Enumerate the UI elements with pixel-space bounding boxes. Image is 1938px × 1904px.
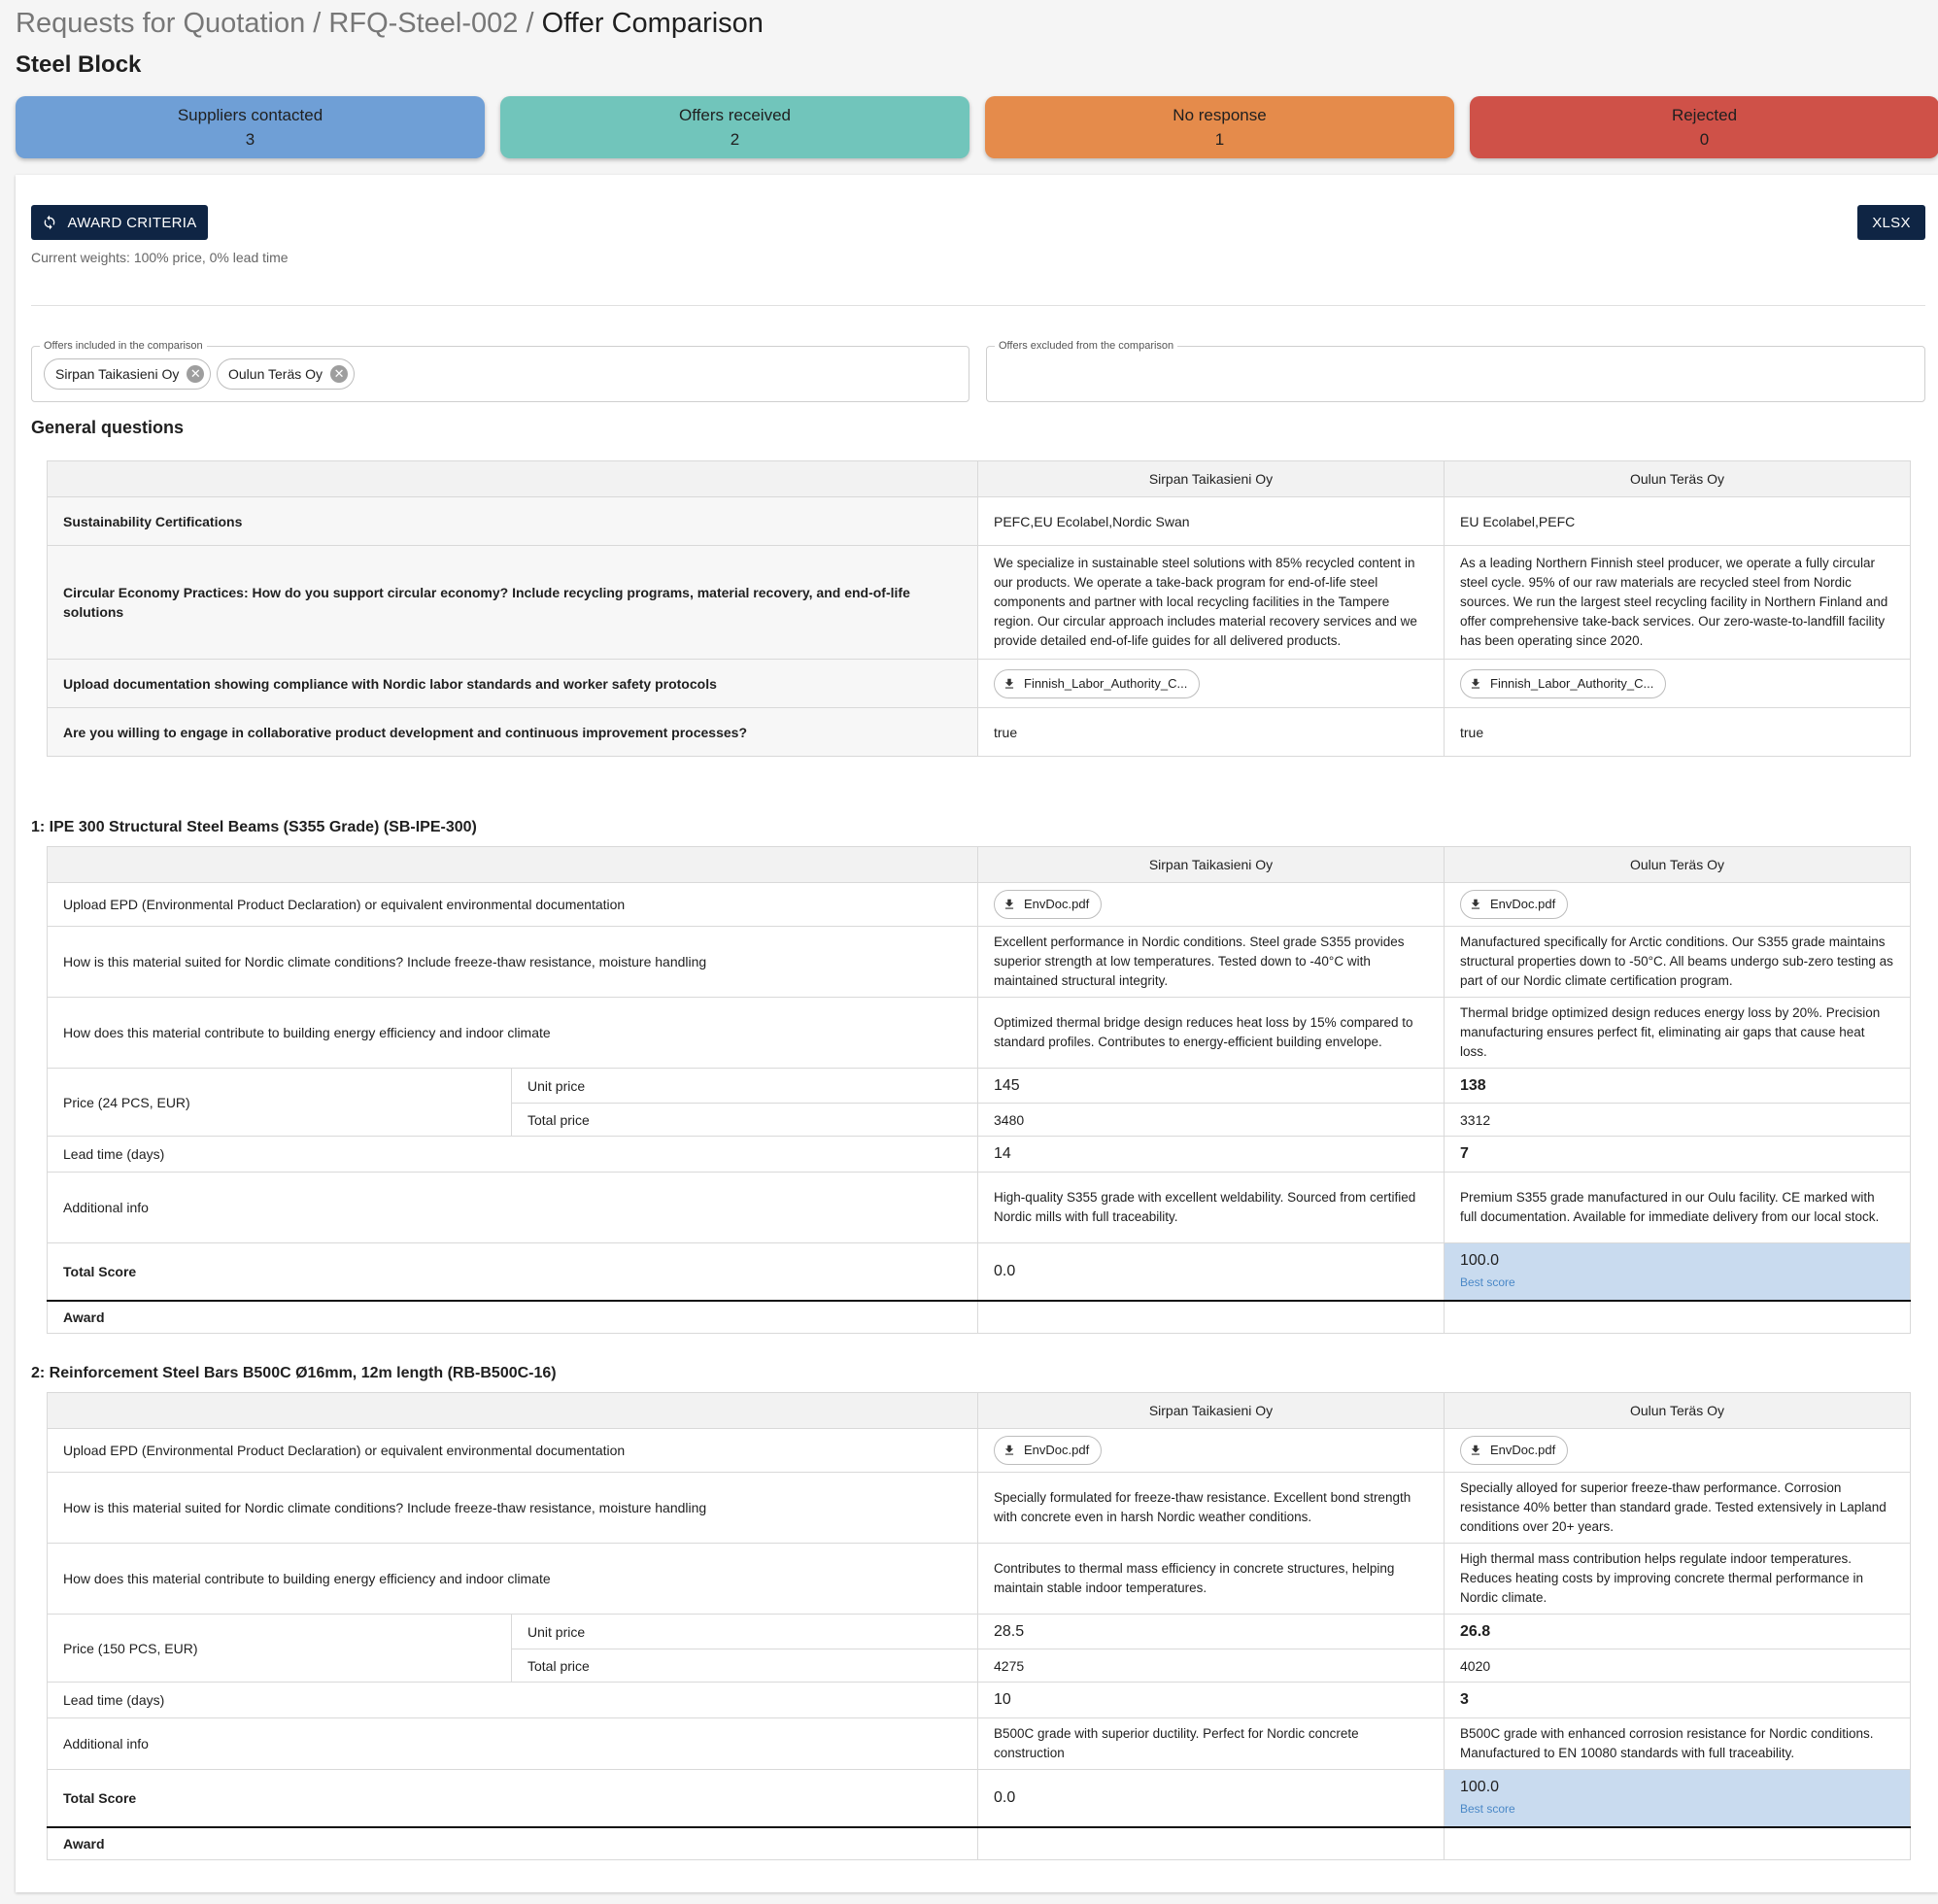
header-supplier: Oulun Teräs Oy: [1445, 847, 1911, 883]
total-score-label: Total Score: [48, 1243, 978, 1301]
answer-cell: EU Ecolabel,PEFC: [1445, 497, 1911, 546]
table-header-row: [48, 461, 1911, 497]
stat-label: No response: [1173, 106, 1267, 124]
total-price-cell: 4020: [1445, 1649, 1911, 1683]
table-row: [48, 546, 1911, 660]
additional-info-label: Additional info: [48, 1718, 978, 1770]
item-comparison-table: [47, 1392, 1911, 1860]
export-xlsx-button[interactable]: XLSX: [1857, 205, 1925, 240]
stat-card-suppliers-contacted: [16, 96, 485, 158]
breadcrumb-link-rfq[interactable]: RFQ-Steel-002: [328, 8, 519, 39]
best-score-label: Best score: [1460, 1801, 1515, 1816]
item-comparison-table: [47, 846, 1911, 1334]
total-price-label: Total price: [512, 1649, 978, 1683]
question-cell: How does this material contribute to building energy efficiency and indoor climate: [48, 998, 978, 1069]
table-row: [48, 1173, 1911, 1243]
offer-chip[interactable]: [217, 358, 355, 390]
header-supplier: Sirpan Taikasieni Oy: [978, 847, 1445, 883]
stat-value: 3: [245, 130, 255, 149]
download-icon: [1469, 677, 1482, 691]
total-price-cell: 3480: [978, 1104, 1445, 1137]
refresh-icon: [42, 215, 57, 230]
best-score-label: Best score: [1460, 1275, 1515, 1289]
file-download-chip[interactable]: [1460, 669, 1666, 698]
award-label: Award: [48, 1827, 978, 1860]
offer-chip[interactable]: [44, 358, 211, 390]
file-name: Finnish_Labor_Authority_C...: [1490, 675, 1654, 691]
award-cell[interactable]: [1445, 1827, 1911, 1860]
answer-cell: [978, 1429, 1445, 1473]
file-name: EnvDoc.pdf: [1490, 897, 1556, 911]
header-empty: [48, 847, 978, 883]
question-cell: How is this material suited for Nordic climate conditions? Include freeze-thaw resistance, moisture handling: [48, 1473, 978, 1544]
lead-time-cell: 10: [978, 1683, 1445, 1718]
download-icon: [1469, 898, 1482, 911]
file-download-chip[interactable]: [994, 1436, 1102, 1465]
excluded-offers-field[interactable]: [986, 340, 1925, 402]
total-price-cell: 3312: [1445, 1104, 1911, 1137]
question-cell: Upload EPD (Environmental Product Declaration) or equivalent environmental documentation: [48, 883, 978, 927]
remove-chip-icon[interactable]: ✕: [330, 365, 348, 383]
lead-time-cell-best: 3: [1445, 1683, 1911, 1718]
page-title: Steel Block: [16, 51, 142, 78]
answer-cell: [1445, 883, 1911, 927]
breadcrumb-separator: /: [305, 8, 329, 39]
included-offers-field[interactable]: [31, 340, 969, 402]
lead-time-label: Lead time (days): [48, 1683, 978, 1718]
table-row: [48, 1429, 1911, 1473]
file-download-chip[interactable]: [994, 890, 1102, 919]
table-row: [48, 1137, 1911, 1173]
table-row: [48, 708, 1911, 757]
stat-value: 2: [730, 130, 740, 149]
table-row: [48, 1243, 1911, 1301]
table-row: [48, 497, 1911, 546]
award-row: [48, 1827, 1911, 1860]
award-row: [48, 1301, 1911, 1334]
score-value: 100.0: [1460, 1778, 1500, 1795]
answer-cell: [978, 660, 1445, 708]
header-supplier: Sirpan Taikasieni Oy: [978, 461, 1445, 497]
question-cell: How is this material suited for Nordic climate conditions? Include freeze-thaw resistance, moisture handling: [48, 927, 978, 998]
unit-price-cell: 145: [978, 1069, 1445, 1104]
answer-cell: [978, 883, 1445, 927]
general-questions-table: [47, 460, 1911, 757]
comparison-panel: [16, 175, 1938, 1892]
additional-info-cell: B500C grade with superior ductility. Perfect for Nordic concrete construction: [978, 1718, 1445, 1770]
stat-card-rejected: [1470, 96, 1938, 158]
stat-card-offers-received: [500, 96, 969, 158]
file-name: EnvDoc.pdf: [1024, 897, 1090, 911]
price-label-cell: Price (24 PCS, EUR): [48, 1069, 512, 1137]
answer-cell: We specialize in sustainable steel solutions with 85% recycled content in our products. We operate a take-back program for end-of-life steel components and partner with local recycling facilities in the Tampere region. Our circular approach includes material recovery services and we provide detailed end-of-life guides for all delivered products.: [978, 546, 1445, 660]
table-header-row: [48, 1393, 1911, 1429]
additional-info-cell: Premium S355 grade manufactured in our Oulu facility. CE marked with full documentation. Available for immediate delivery from our local stock.: [1445, 1173, 1911, 1243]
divider: [31, 305, 1925, 306]
table-row: [48, 1069, 1911, 1104]
total-price-label: Total price: [512, 1104, 978, 1137]
award-cell[interactable]: [978, 1301, 1445, 1334]
header-supplier: Oulun Teräs Oy: [1445, 461, 1911, 497]
lead-time-cell-best: 7: [1445, 1137, 1911, 1173]
answer-cell: [1445, 1429, 1911, 1473]
question-cell: Upload EPD (Environmental Product Declaration) or equivalent environmental documentation: [48, 1429, 978, 1473]
award-cell[interactable]: [1445, 1301, 1911, 1334]
score-value: 100.0: [1460, 1251, 1500, 1269]
unit-price-cell-best: 26.8: [1445, 1615, 1911, 1649]
answer-cell: Specially alloyed for superior freeze-thaw performance. Corrosion resistance 40% better than standard grade. Tested extensively in Lapland conditions over 20+ years.: [1445, 1473, 1911, 1544]
total-score-label: Total Score: [48, 1770, 978, 1827]
answer-cell: true: [1445, 708, 1911, 757]
answer-cell: Excellent performance in Nordic conditions. Steel grade S355 provides superior strength at low temperatures. Tested down to -40°C with maintained structural integrity.: [978, 927, 1445, 998]
file-download-chip[interactable]: [1460, 1436, 1568, 1465]
lead-time-cell: 14: [978, 1137, 1445, 1173]
file-download-chip[interactable]: [994, 669, 1200, 698]
download-icon: [1003, 1444, 1016, 1457]
answer-cell: Specially formulated for freeze-thaw resistance. Excellent bond strength with concrete even in harsh Nordic weather conditions.: [978, 1473, 1445, 1544]
total-score-cell: 0.0: [978, 1770, 1445, 1827]
answer-cell: High thermal mass contribution helps regulate indoor temperatures. Reduces heating costs by improving concrete thermal performance in Nordic climate.: [1445, 1544, 1911, 1615]
additional-info-cell: High-quality S355 grade with excellent weldability. Sourced from certified Nordic mills with full traceability.: [978, 1173, 1445, 1243]
download-icon: [1003, 677, 1016, 691]
header-supplier: Sirpan Taikasieni Oy: [978, 1393, 1445, 1429]
download-icon: [1469, 1444, 1482, 1457]
question-cell: Upload documentation showing compliance with Nordic labor standards and worker safety protocols: [48, 660, 978, 708]
stat-value: 1: [1214, 130, 1225, 149]
question-cell: Circular Economy Practices: How do you support circular economy? Include recycling programs, material recovery, and end-of-life solutions: [48, 546, 978, 660]
award-criteria-label: AWARD CRITERIA: [67, 214, 197, 231]
total-score-cell: 0.0: [978, 1243, 1445, 1301]
question-cell: Sustainability Certifications: [48, 497, 978, 546]
file-name: Finnish_Labor_Authority_C...: [1024, 675, 1188, 691]
table-header-row: [48, 847, 1911, 883]
answer-cell: PEFC,EU Ecolabel,Nordic Swan: [978, 497, 1445, 546]
table-row: [48, 1683, 1911, 1718]
answer-cell: Manufactured specifically for Arctic conditions. Our S355 grade maintains structural properties down to -50°C. All beams undergo sub-zero testing as part of our Nordic climate certification program.: [1445, 927, 1911, 998]
answer-cell: As a leading Northern Finnish steel producer, we operate a fully circular steel cycle. 95% of our raw materials are recycled steel from Nordic sources. We run the largest steel recycling facility in Northern Finland and offer comprehensive take-back services. Our zero-waste-to-landfill facility has been operating since 2020.: [1445, 546, 1911, 660]
answer-cell: [1445, 660, 1911, 708]
stat-label: Rejected: [1671, 106, 1738, 124]
total-price-cell: 4275: [978, 1649, 1445, 1683]
breadcrumb-separator: /: [518, 8, 542, 39]
field-legend: Offers included in the comparison: [40, 340, 207, 352]
table-row: [48, 998, 1911, 1069]
answer-cell: true: [978, 708, 1445, 757]
unit-price-cell-best: 138: [1445, 1069, 1911, 1104]
answer-cell: Thermal bridge optimized design reduces energy loss by 20%. Precision manufacturing ensures perfect fit, eliminating air gaps that cause heat loss.: [1445, 998, 1911, 1069]
stat-card-no-response: [985, 96, 1454, 158]
question-cell: How does this material contribute to building energy efficiency and indoor climate: [48, 1544, 978, 1615]
section-title-general: General questions: [31, 418, 185, 437]
table-row: [48, 660, 1911, 708]
table-row: [48, 1718, 1911, 1770]
award-cell[interactable]: [978, 1827, 1445, 1860]
header-empty: [48, 1393, 978, 1429]
total-score-cell-best: [1445, 1243, 1911, 1301]
answer-cell: Optimized thermal bridge design reduces heat loss by 15% compared to standard profiles. Contributes to energy-efficient building envelope.: [978, 998, 1445, 1069]
table-row: [48, 883, 1911, 927]
answer-cell: Contributes to thermal mass efficiency in concrete structures, helping maintain stable indoor temperatures.: [978, 1544, 1445, 1615]
table-row: [48, 1770, 1911, 1827]
download-icon: [1003, 898, 1016, 911]
stat-label: Suppliers contacted: [177, 106, 323, 124]
table-row: [48, 1544, 1911, 1615]
file-name: EnvDoc.pdf: [1490, 1443, 1556, 1457]
additional-info-cell: B500C grade with enhanced corrosion resistance for Nordic conditions. Manufactured to EN 10080 standards with full traceability.: [1445, 1718, 1911, 1770]
weights-text: Current weights: 100% price, 0% lead time: [31, 250, 289, 265]
table-row: [48, 927, 1911, 998]
price-label-cell: Price (150 PCS, EUR): [48, 1615, 512, 1683]
unit-price-cell: 28.5: [978, 1615, 1445, 1649]
header-empty: [48, 461, 978, 497]
chip-label: Sirpan Taikasieni Oy: [55, 366, 180, 382]
unit-price-label: Unit price: [512, 1615, 978, 1649]
award-criteria-button[interactable]: [31, 205, 208, 240]
additional-info-label: Additional info: [48, 1173, 978, 1243]
breadcrumb-current: Offer Comparison: [541, 8, 764, 39]
total-score-cell-best: [1445, 1770, 1911, 1827]
table-row: [48, 1473, 1911, 1544]
award-label: Award: [48, 1301, 978, 1334]
question-cell: Are you willing to engage in collaborative product development and continuous improvement processes?: [48, 708, 978, 757]
remove-chip-icon[interactable]: ✕: [187, 365, 204, 383]
breadcrumb-link-rfqs[interactable]: Requests for Quotation: [16, 8, 306, 39]
chip-label: Oulun Teräs Oy: [228, 366, 323, 382]
lead-time-label: Lead time (days): [48, 1137, 978, 1173]
field-legend: Offers excluded from the comparison: [995, 340, 1177, 352]
item-title: 2: Reinforcement Steel Bars B500C Ø16mm, 12m length (RB-B500C-16): [31, 1365, 557, 1381]
file-name: EnvDoc.pdf: [1024, 1443, 1090, 1457]
stat-value: 0: [1699, 130, 1710, 149]
breadcrumb: [16, 8, 764, 40]
table-row: [48, 1615, 1911, 1649]
stat-label: Offers received: [679, 106, 791, 124]
stats-bar: [16, 96, 1938, 158]
unit-price-label: Unit price: [512, 1069, 978, 1104]
file-download-chip[interactable]: [1460, 890, 1568, 919]
header-supplier: Oulun Teräs Oy: [1445, 1393, 1911, 1429]
item-title: 1: IPE 300 Structural Steel Beams (S355 Grade) (SB-IPE-300): [31, 819, 477, 835]
